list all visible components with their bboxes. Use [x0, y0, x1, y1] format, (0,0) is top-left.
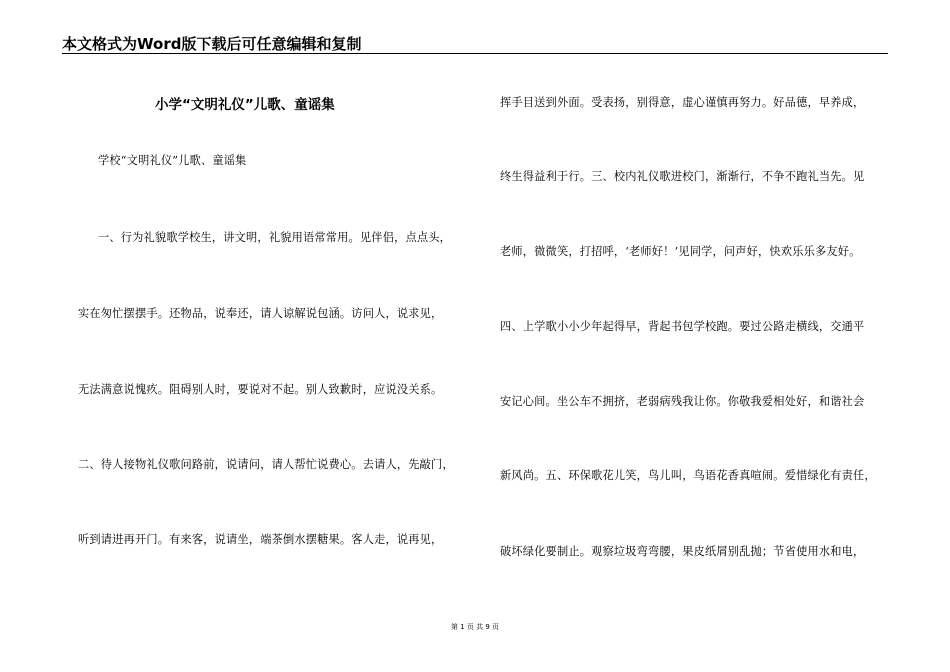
paragraph-line: 听到请进再开门。有来客，说请坐，端茶倒水摆糖果。客人走，说再见， [78, 533, 443, 546]
paragraph-line: 新风尚。五、环保歌花儿笑，鸟儿叫，鸟语花香真喧闹。爱惜绿化有责任， [500, 469, 876, 482]
paragraph-line: 老师，微微笑，打招呼，‘老师好！’见同学，问声好，快欢乐乐多友好。 [500, 245, 861, 258]
paragraph-line: 实在匆忙摆摆手。还物品，说奉还，请人谅解说包涵。访问人，说求见， [78, 307, 443, 320]
document-header: 本文格式为Word版下载后可任意编辑和复制 [62, 35, 362, 53]
paragraph-line: 破坏绿化要制止。观察垃圾弯弯腰，果皮纸屑别乱抛；节省使用水和电， [500, 545, 865, 558]
page-number: 第 1 页 共 9 页 [450, 623, 500, 631]
paragraph-line: 二、待人接物礼仪歌问路前，说请问，请人帮忙说费心。去请人，先敲门， [78, 458, 454, 471]
paragraph-line: 终生得益利于行。三、校内礼仪歌进校门，渐渐行，不争不跑礼当先。见 [500, 170, 865, 183]
paragraph-line: 安记心间。坐公车不拥挤，老弱病残我让你。你敬我爱相处好，和谐社会 [500, 395, 865, 408]
paragraph-line: 一、行为礼貌歌学校生，讲文明，礼貌用语常常用。见伴侣，点点头， [98, 231, 452, 244]
document-title: 小学“文明礼仪”儿歌、童谣集 [155, 97, 335, 113]
paragraph-line: 学校“文明礼仪”儿歌、童谣集 [98, 154, 247, 167]
header-divider [62, 53, 888, 54]
paragraph-line: 挥手目送到外面。受表扬，别得意，虚心谨慎再努力。好品德，早养成， [500, 96, 865, 109]
paragraph-line: 无法满意说愧疚。阻碍别人时，要说对不起。别人致歉时，应说没关系。 [78, 383, 443, 396]
paragraph-line: 四、上学歌小小少年起得早，背起书包学校跑。要过公路走横线，交通平 [500, 320, 865, 333]
